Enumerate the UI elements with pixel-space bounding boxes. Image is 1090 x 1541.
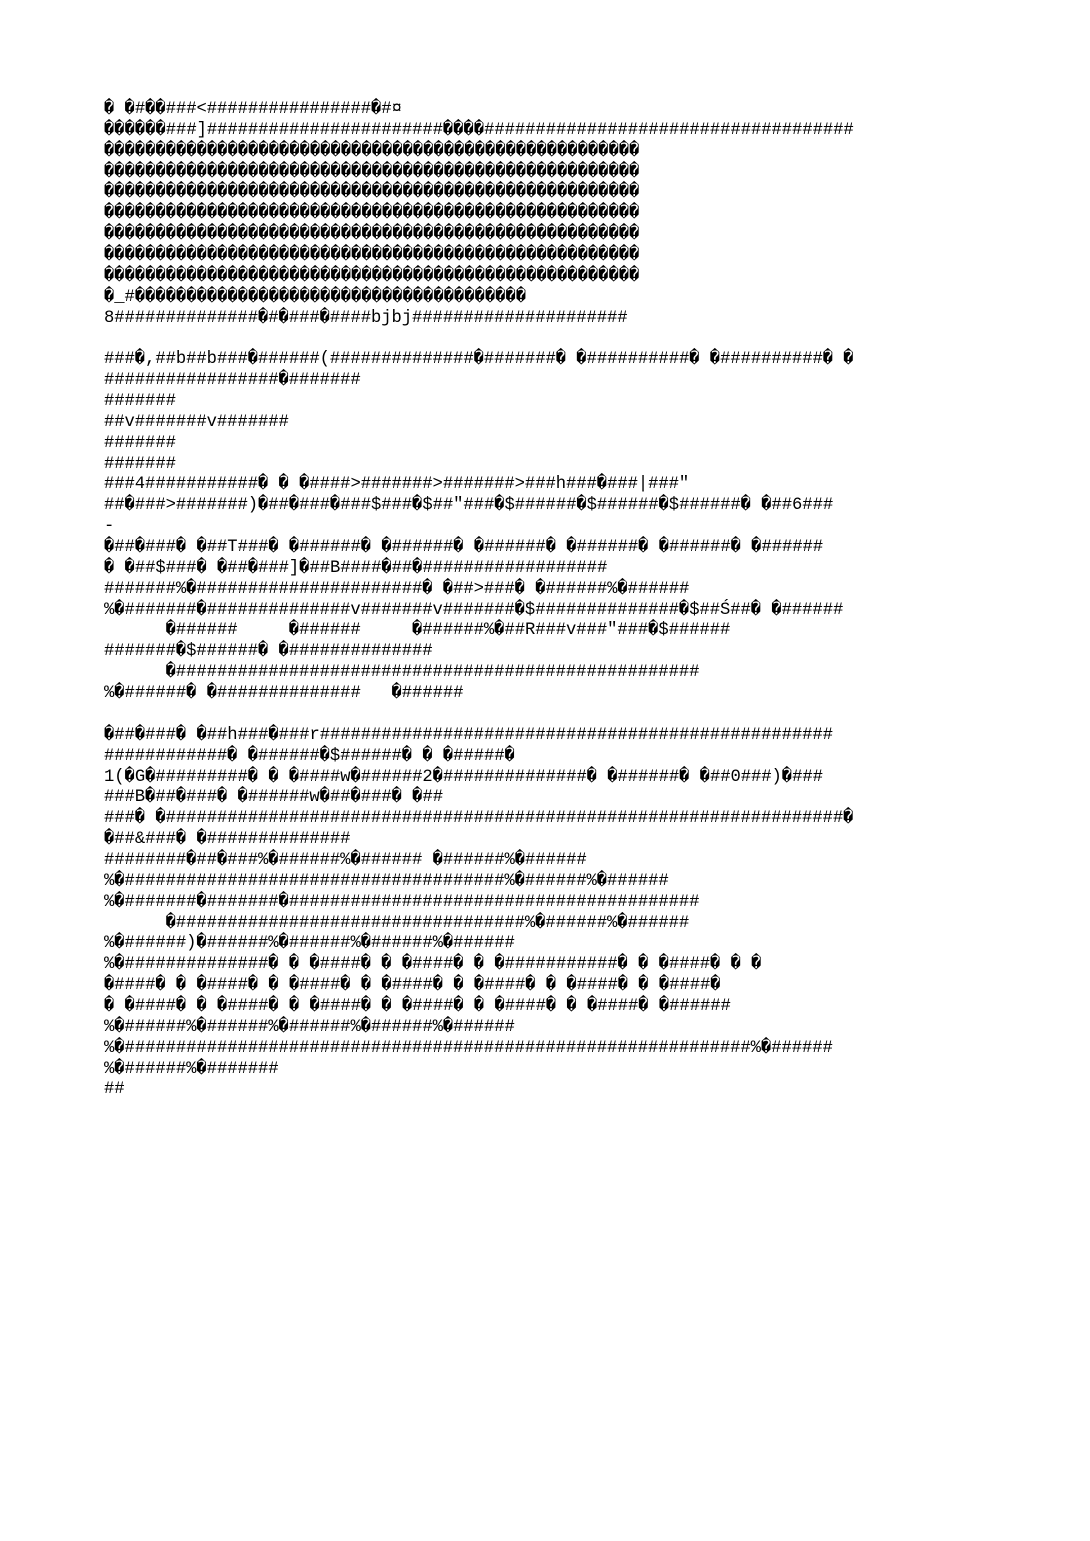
document-line: ############� �######�$######� � �#####� [104,746,515,766]
document-line: �##&###� �############## [104,830,351,850]
document-line: �##################################%�######%�###### [104,913,690,933]
document-line: �##�###� �##h###�###r################################################## [104,725,833,745]
document-line: ####### [104,433,176,453]
document-line: ##�###>#######)�##�###�###$###�$##"###�$######�$######�$######� �##6### [104,496,834,516]
document-line: �####� � �####� � �####� � �####� � �####� � �####� � �####� [104,976,721,996]
document-line: ###�,##b##b###�######(##############�#######� �##########� �##########� � [104,350,854,370]
document-line: #######%�######################� �##>###� �######%�###### [104,579,690,599]
document-line: �################################################### [104,663,700,683]
document-line: � �##$###� �##�###]�##B####�##�################## [104,558,608,578]
document-line: ���������������������������������������������������� [104,266,640,286]
document-line: ���������������������������������������������������� [104,162,640,182]
document-line: �###### �###### �######%�##R###v###"###�$###### [104,621,731,641]
document-line: %�######)�######%�######%�######%�###### [104,934,515,954]
document-line: �_#�������������������������������������� [104,287,527,307]
document-line: ���������������������������������������������������� [104,183,640,203]
document-line: - [104,517,115,537]
document-line: ������###]#######################����#################################### [104,120,854,140]
document-line: ###B�##�###� �######w�##�###� �## [104,788,443,808]
document-line: %�######%�####### [104,1059,279,1079]
document-line: #######�$######� �############## [104,642,433,662]
document-line: 1(�G�#########� � �####w�######2�##############� �######� �##0###)�### [104,767,823,787]
document-line: %�#######�#######�######################################## [104,892,700,912]
document-line: ���������������������������������������������������� [104,225,640,245]
document-line: �##�###� �##T###� �######� �######� �######� �######� �######� �###### [104,538,824,558]
document-line: #################�####### [104,371,361,391]
document-line: ########�##�###%�######%�###### �######%�###### [104,850,587,870]
document-line: ���������������������������������������������������� [104,246,640,266]
document-line: %�######� �############## �###### [104,684,464,704]
document-line: ���������������������������������������������������� [104,204,640,224]
document-line: ###4###########� � �####>#######>#######>###h###�###|###" [104,475,690,495]
document-line: %�#####################################%�######%�###### [104,871,669,891]
document-line: %�#######�##############v#######v#######�$##############�$##Ś##� �###### [104,600,844,620]
document-line: ���������������������������������������������������� [104,141,640,161]
document-line: 8##############�#�###�####bjbj##################### [104,308,628,328]
document-line: ## [104,1080,125,1100]
document-line: ##v#######v####### [104,412,289,432]
document-line: ###� �##################################################################� [104,809,854,829]
document-text [104,100,994,1101]
document-line: ####### [104,454,176,474]
document-line: %�#############################################################%�###### [104,1038,833,1058]
document-line: %�######%�######%�######%�######%�###### [104,1017,515,1037]
document-line: ####### [104,392,176,412]
document-line: � �#��###<################�#¤ [104,100,402,119]
document-line: � �####� � �####� � �####� � �####� � �####� � �####� �###### [104,996,731,1016]
document-line: %�##############� � �####� � �####� � �###########� � �####� � � [104,955,762,975]
